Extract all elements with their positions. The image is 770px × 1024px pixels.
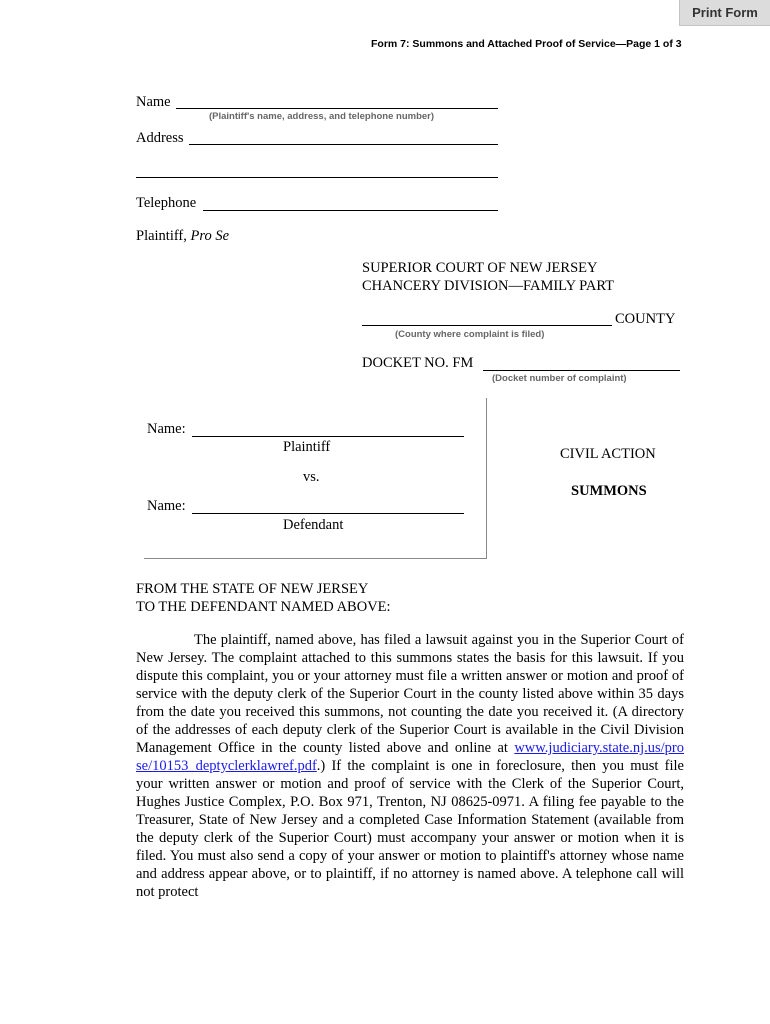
name-hint: (Plaintiff's name, address, and telephone number) — [209, 111, 435, 122]
address-label: Address — [136, 130, 184, 146]
body-paragraph — [136, 631, 684, 901]
defendant-name-field[interactable] — [192, 513, 464, 514]
pro-se-text: Pro Se — [190, 228, 230, 244]
plaintiff-name-label: Name: — [147, 421, 186, 437]
plaintiff-label: Plaintiff, — [136, 228, 187, 244]
summons-body — [136, 631, 684, 901]
body-text-part2: .) If the complaint is one in foreclosure, then you must file your written answer or motion and proof of service with the Clerk of the Superior Court, Hughes Justice Complex, P.O. Box 971, Trenton, NJ 08625-0971. A filing fee payable to the Treasurer, State of New Jersey and a completed Case Information Statement (available from the deputy clerk of the Superior Court) must accompany your answer or motion when it is filed. You must also send a copy of your answer or motion to plaintiff's attorney whose name and address appear above, or to plaintiff, if no attorney is named above. A telephone call will not protect — [136, 758, 684, 900]
court-name-line2: CHANCERY DIVISION—FAMILY PART — [362, 278, 614, 294]
plaintiff-pro-se — [136, 228, 229, 245]
name-field[interactable] — [176, 108, 498, 109]
address-field-1[interactable] — [189, 144, 498, 145]
defendant-name-label: Name: — [147, 498, 186, 514]
body-text-part1: The plaintiff, named above, has filed a lawsuit against you in the Superior Court of New Jersey. The complaint attached to this summons states the basis for this lawsuit. If you dispute this complaint, you or your attorney must file a written answer or motion and proof of service with the deputy clerk of the Superior Court in the county listed above within 35 days from the date you received this summons, not counting the date you received it. (A directory of the addresses of each deputy clerk of the Superior Court is available in the Civil Division Management Office in the county listed above and online at — [136, 632, 684, 756]
plaintiff-caption-label: Plaintiff — [283, 439, 331, 455]
court-name-line1: SUPERIOR COURT OF NEW JERSEY — [362, 260, 598, 276]
plaintiff-name-field[interactable] — [192, 436, 464, 437]
telephone-field[interactable] — [203, 210, 498, 211]
name-label: Name — [136, 94, 171, 110]
defendant-caption-label: Defendant — [283, 517, 344, 533]
county-hint: (County where complaint is filed) — [395, 329, 545, 340]
print-form-button[interactable]: Print Form — [679, 0, 770, 26]
docket-label: DOCKET NO. FM — [362, 355, 474, 371]
docket-field[interactable] — [483, 370, 680, 371]
versus-text: vs. — [303, 469, 320, 485]
from-state-line1: FROM THE STATE OF NEW JERSEY — [136, 581, 369, 597]
from-state-line2: TO THE DEFENDANT NAMED ABOVE: — [136, 599, 391, 615]
telephone-label: Telephone — [136, 195, 197, 211]
docket-hint: (Docket number of complaint) — [492, 373, 627, 384]
county-field[interactable] — [362, 325, 612, 326]
address-field-2[interactable] — [136, 177, 498, 178]
summons-title: SUMMONS — [571, 483, 647, 499]
form-header: Form 7: Summons and Attached Proof of Service—Page 1 of 3 — [371, 38, 682, 50]
county-label: COUNTY — [615, 311, 676, 327]
civil-action-label: CIVIL ACTION — [560, 446, 656, 462]
deputy-clerk-directory-link[interactable]: www.judiciary.state.nj.us/pro se/10153_deptyclerklawref.pdf — [136, 740, 684, 774]
